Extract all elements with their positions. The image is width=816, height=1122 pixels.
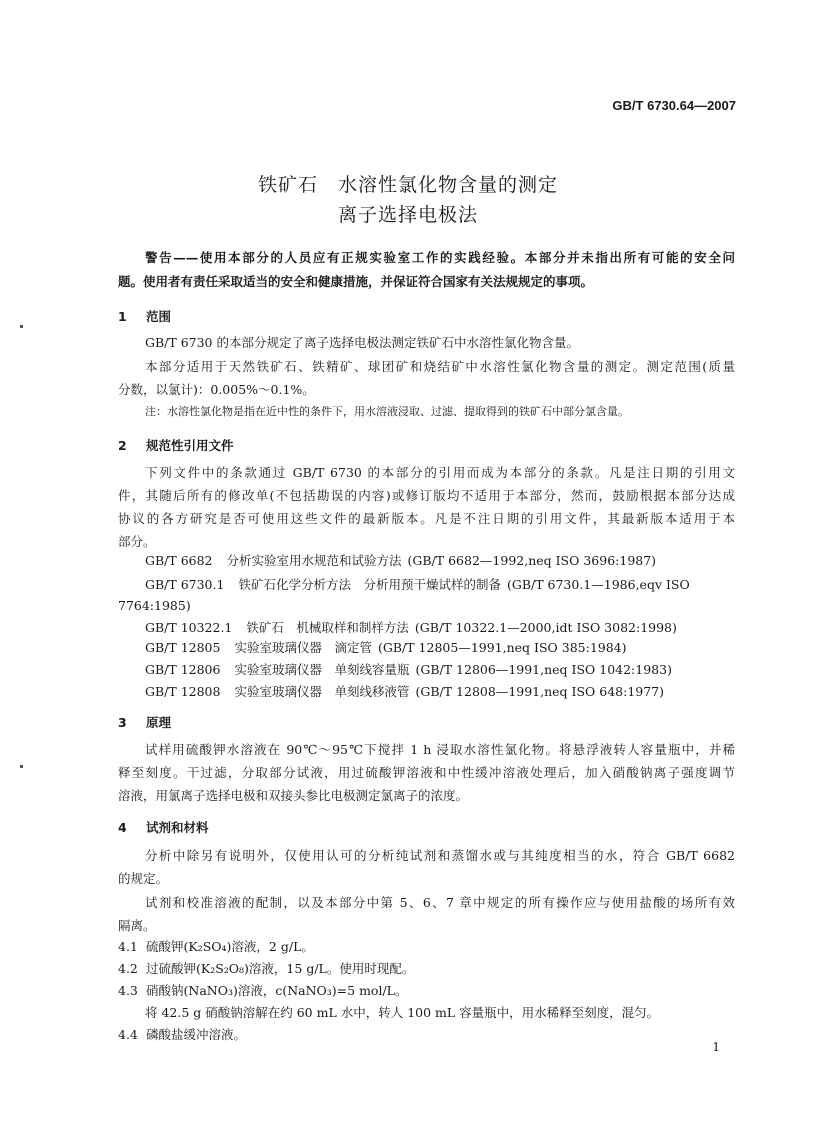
reference-detail: (GB/T 6682—1992,neq ISO 3696:1987) (407, 553, 657, 568)
document-subtitle: 离子选择电极法 (337, 204, 478, 226)
paragraph-line: 协议的各方研究是否可使用这些文件的最新版本。凡是不注日期的引用文件，其最新版本适用于本 (118, 511, 735, 526)
page-number: 1 (712, 1040, 720, 1054)
reagent-item (118, 981, 407, 1001)
warning-line: 警告——使用本部分的人员应有正规实验室工作的实践经验。本部分并未指出所有可能的安全问 (145, 250, 735, 265)
section-heading (118, 818, 209, 836)
section-number: 1 (118, 309, 127, 324)
warning-line: 题。使用者有责任采取适当的安全和健康措施，并保证符合国家有关法规规定的事项。 (118, 274, 594, 289)
reagent-item (118, 959, 414, 979)
reference-code: GB/T 12808 (145, 684, 221, 699)
reference-item (145, 575, 690, 593)
paragraph-line: 分析中除另有说明外，仅使用认可的分析纯试剂和蒸馏水或与其纯度相当的水，符合 GB/T 6682 (145, 848, 735, 863)
paragraph-line: GB/T 6730 的本部分规定了离子选择电极法测定铁矿石中水溶性氯化物含量。 (145, 335, 579, 350)
reference-code: GB/T 12806 (145, 662, 221, 677)
item-number: 4.1 (118, 939, 138, 954)
reference-detail: (GB/T 12808—1991,neq ISO 648:1977) (415, 684, 665, 699)
paragraph-line: 试剂和校准溶液的配制，以及本部分中第 5、6、7 章中规定的所有操作应与使用盐酸的场所有效 (145, 895, 735, 910)
reference-title: 实验室玻璃仪器 单刻线移液管 (234, 684, 410, 699)
item-text: 硫酸钾(K₂SO₄)溶液，2 g/L。 (146, 939, 314, 954)
paragraph-line: 下列文件中的条款通过 GB/T 6730 的本部分的引用而成为本部分的条款。凡是注日期的引用文 (145, 465, 735, 480)
reference-title: 分析实验室用水规范和试验方法 (226, 553, 402, 568)
paragraph-line: 试样用硫酸钾水溶液在 90℃～95℃下搅拌 1 h 浸取水溶性氯化物。将悬浮液转人容量瓶中，并稀 (145, 742, 735, 757)
reference-title: 实验室玻璃仪器 滴定管 (234, 640, 372, 655)
reference-title: 铁矿石 机械取样和制样方法 (246, 620, 409, 635)
reference-code: GB/T 12805 (145, 640, 221, 655)
section-heading (118, 436, 234, 454)
document-title: 铁矿石 水溶性氯化物含量的测定 (257, 174, 558, 196)
section-title: 规范性引用文件 (146, 438, 234, 453)
section-title: 范围 (146, 309, 172, 324)
reference-title: 实验室玻璃仪器 单刻线容量瓶 (234, 662, 410, 677)
paragraph-line: 本部分适用于天然铁矿石、铁精矿、球团矿和烧结矿中水溶性氯化物含量的测定。测定范围(质量 (145, 359, 735, 374)
reagent-item (118, 1025, 246, 1045)
reference-item (145, 682, 664, 700)
item-text: 磷酸盐缓冲溶液。 (146, 1027, 247, 1042)
paragraph-line: 的规定。 (118, 871, 169, 886)
reference-item (145, 551, 656, 569)
item-number: 4.2 (118, 961, 138, 976)
reference-item (145, 618, 677, 636)
reference-detail-continued: 7764:1985) (118, 598, 191, 613)
paragraph-line: 分数，以氯计)：0.005%～0.1%。 (118, 382, 315, 397)
section-title: 试剂和材料 (146, 820, 209, 835)
section-number: 2 (118, 438, 127, 453)
item-number: 4.3 (118, 983, 138, 998)
section-heading (118, 713, 171, 731)
item-number: 4.4 (118, 1027, 138, 1042)
reference-item (145, 638, 627, 656)
reference-item (145, 660, 672, 678)
reference-detail: (GB/T 12806—1991,neq ISO 1042:1983) (415, 662, 672, 677)
paragraph-line: 将 42.5 g 硝酸钠溶解在约 60 mL 水中，转人 100 mL 容量瓶中，用水稀释至刻度，混匀。 (145, 1005, 660, 1020)
reference-code: GB/T 10322.1 (145, 620, 233, 635)
paragraph-line: 溶液，用氯离子选择电极和双接头参比电极测定氯离子的浓度。 (118, 788, 469, 803)
reagent-item (118, 937, 314, 957)
margin-mark (20, 765, 23, 768)
item-text: 硝酸钠(NaNO₃)溶液，c(NaNO₃)=5 mol/L。 (146, 983, 408, 998)
item-text: 过硫酸钾(K₂S₂O₈)溶液，15 g/L。使用时现配。 (146, 961, 415, 976)
paragraph-line: 隔离。 (118, 918, 156, 933)
section-number: 3 (118, 715, 127, 730)
reference-title: 铁矿石化学分析方法 分析用预干燥试样的制备 (238, 577, 501, 592)
section-heading (118, 307, 171, 325)
section-title: 原理 (146, 715, 172, 730)
reference-code: GB/T 6682 (145, 553, 213, 568)
reference-detail: (GB/T 10322.1—2000,idt ISO 3082:1998) (414, 620, 677, 635)
reference-detail: (GB/T 6730.1—1986,eqv ISO (506, 577, 690, 592)
paragraph-line: 件，其随后所有的修改单(不包括勘误的内容)或修订版均不适用于本部分，然而，鼓励根据本部分达成 (118, 488, 735, 503)
note: 注：水溶性氯化物是指在近中性的条件下，用水溶液浸取、过滤、提取得到的铁矿石中部分氯含量。 (145, 405, 629, 418)
reference-code: GB/T 6730.1 (145, 577, 225, 592)
reference-detail: (GB/T 12805—1991,neq ISO 385:1984) (377, 640, 627, 655)
section-number: 4 (118, 820, 127, 835)
paragraph-line: 部分。 (118, 534, 156, 549)
margin-mark (20, 325, 23, 328)
paragraph-line: 释至刻度。干过滤，分取部分试液，用过硫酸钾溶液和中性缓冲溶液处理后，加入硝酸钠离子强度调节 (118, 765, 735, 780)
standard-code: GB/T 6730.64—2007 (612, 98, 736, 113)
